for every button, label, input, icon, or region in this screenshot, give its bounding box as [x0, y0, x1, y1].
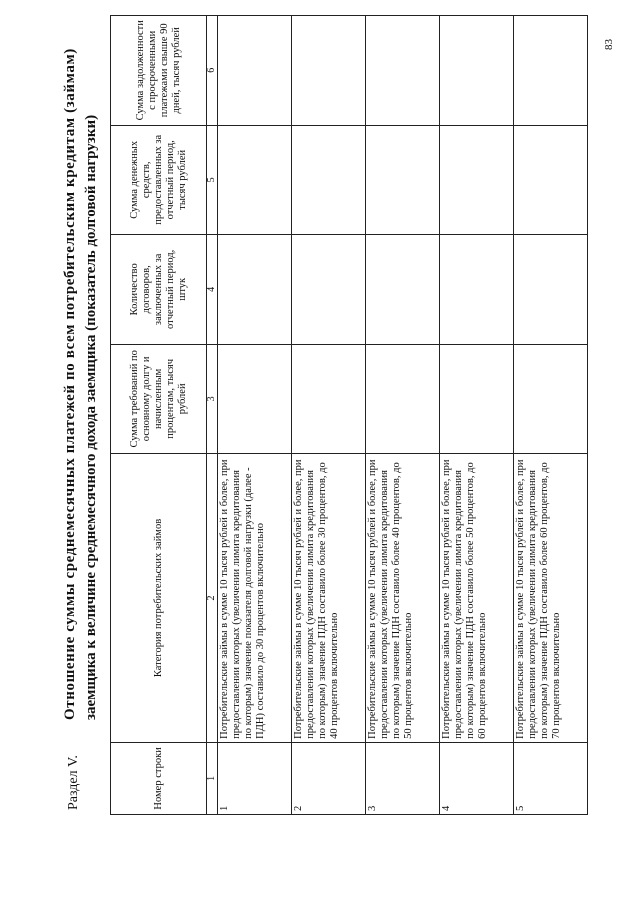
column-number: 6 — [207, 16, 218, 126]
row-number: 5 — [514, 742, 588, 814]
empty-cell[interactable] — [218, 16, 292, 126]
table-row — [292, 16, 366, 815]
column-header-contracts-count: Количество договоров, заключенных за отчетный период, штук — [111, 235, 207, 345]
column-header-funds-provided: Сумма денежных средств, предоставленных за отчетный период, тысяч рублей — [111, 125, 207, 235]
row-category: Потребительские займы в сумме 10 тысяч рублей и более, при предоставлении которых (увеличении лимита кредитования по которым) значение ПДН составило более 30 процентов, до 40 процентов включительно — [292, 454, 366, 743]
table-header-row — [111, 16, 207, 815]
row-number: 2 — [292, 742, 366, 814]
empty-cell[interactable] — [366, 125, 440, 235]
column-header-row-number: Номер строки — [111, 742, 207, 814]
column-header-claims-amount: Сумма требований по основному долгу и начисленным процентам, тысяч рублей — [111, 344, 207, 454]
empty-cell[interactable] — [440, 344, 514, 454]
row-number: 4 — [440, 742, 514, 814]
empty-cell[interactable] — [514, 16, 588, 126]
column-header-overdue-debt: Сумма задолженности с просроченными платежами свыше 90 дней, тысяч рублей — [111, 16, 207, 126]
column-number: 4 — [207, 235, 218, 345]
empty-cell[interactable] — [366, 344, 440, 454]
empty-cell[interactable] — [440, 16, 514, 126]
section-label: Раздел V. — [66, 755, 81, 810]
empty-cell[interactable] — [440, 235, 514, 345]
row-number: 3 — [366, 742, 440, 814]
table-row — [440, 16, 514, 815]
row-category: Потребительские займы в сумме 10 тысяч рублей и более, при предоставлении которых (увеличении лимита кредитования по которым) значение ПДН составило более 60 процентов, до 70 процентов включительно — [514, 454, 588, 743]
row-category: Потребительские займы в сумме 10 тысяч рублей и более, при предоставлении которых (увеличении лимита кредитования по которым) значение ПДН составило более 40 процентов, до 50 процентов включительно — [366, 454, 440, 743]
row-category: Потребительские займы в сумме 10 тысяч рублей и более, при предоставлении которых (увеличении лимита кредитования по которым) значение показателя долговой нагрузки (далее - ПДН) составило до 30 процентов включительно — [218, 454, 292, 743]
empty-cell[interactable] — [514, 125, 588, 235]
column-number: 3 — [207, 344, 218, 454]
section-title-line-2: заемщика к величине среднемесячного дохода заемщика (показатель долговой нагрузки) — [83, 114, 99, 720]
empty-cell[interactable] — [292, 16, 366, 126]
column-number-row — [207, 16, 218, 815]
table-row — [514, 16, 588, 815]
empty-cell[interactable] — [514, 344, 588, 454]
empty-cell[interactable] — [218, 125, 292, 235]
empty-cell[interactable] — [218, 344, 292, 454]
column-number: 2 — [207, 454, 218, 743]
empty-cell[interactable] — [292, 235, 366, 345]
row-number: 1 — [218, 742, 292, 814]
empty-cell[interactable] — [366, 16, 440, 126]
empty-cell[interactable] — [218, 235, 292, 345]
empty-cell[interactable] — [292, 344, 366, 454]
row-category: Потребительские займы в сумме 10 тысяч рублей и более, при предоставлении которых (увеличении лимита кредитования по которым) значение ПДН составило более 50 процентов, до 60 процентов включительно — [440, 454, 514, 743]
report-table — [110, 15, 588, 815]
table-row — [218, 16, 292, 815]
section-title-line-1: Отношение суммы среднемесячных платежей по всем потребительским кредитам (займам) — [62, 48, 78, 720]
column-header-category: Категория потребительских займов — [111, 454, 207, 743]
empty-cell[interactable] — [440, 125, 514, 235]
column-number: 5 — [207, 125, 218, 235]
page-number: 83 — [603, 39, 615, 50]
empty-cell[interactable] — [514, 235, 588, 345]
empty-cell[interactable] — [366, 235, 440, 345]
column-number: 1 — [207, 742, 218, 814]
table-row — [366, 16, 440, 815]
empty-cell[interactable] — [292, 125, 366, 235]
